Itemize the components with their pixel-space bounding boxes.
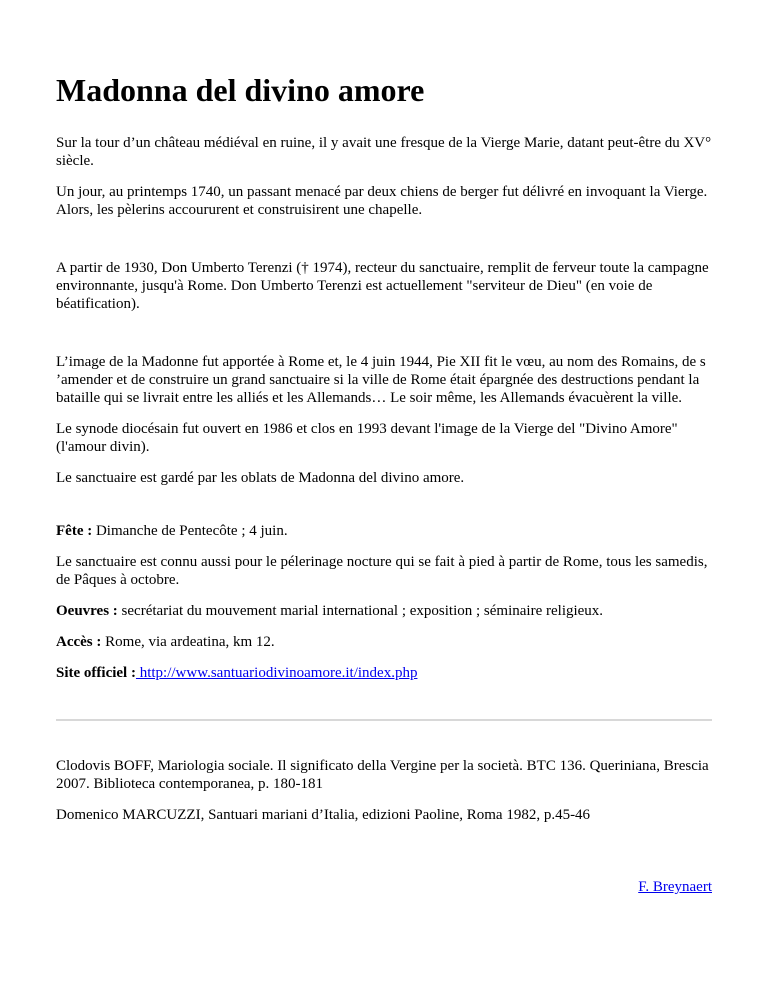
feast-label: Fête :	[56, 523, 93, 539]
paragraph-pilgrimage: Le sanctuaire est connu aussi pour le pélerinage nocture qui se fait à pied à partir de Rome, tous les samedis, de Pâques à octobre.	[56, 554, 708, 588]
official-site-label: Site officiel :	[56, 665, 136, 681]
author-link[interactable]: F. Breynaert	[638, 879, 712, 895]
reference-item: Domenico MARCUZZI, Santuari mariani d’Italia, edizioni Paoline, Roma 1982, p.45-46	[56, 807, 591, 823]
paragraph-oblates: Le sanctuaire est gardé par les oblats de Madonna del divino amore.	[56, 470, 465, 486]
reference-item: Clodovis BOFF, Mariologia sociale. Il significato della Vergine per la società. BTC 136. Queriniana, Brescia 2007. Biblioteca contemporanea, p. 180-181	[56, 758, 709, 792]
paragraph-vow: L’image de la Madonne fut apportée à Rome et, le 4 juin 1944, Pie XII fit le vœu, au nom des Romains, de s ’amender et de construire un grand sanctuaire si la ville de Rome était épargnée des destructions pendant la bataille qui se livrait entre les alliés et les Allemands… Le soir même, les Allemands évacuèrent la ville.	[56, 354, 706, 406]
works-value: secrétariat du mouvement marial international ; exposition ; séminaire religieux.	[117, 603, 604, 619]
author-signature	[56, 878, 712, 896]
paragraph-fresco: Sur la tour d’un château médiéval en ruine, il y avait une fresque de la Vierge Marie, datant peut-être du XV° siècle.	[56, 135, 712, 169]
feast-line	[56, 522, 712, 540]
access-label: Accès :	[56, 634, 102, 650]
access-line	[56, 633, 712, 651]
official-site-line	[56, 664, 712, 682]
access-value: Rome, via ardeatina, km 12.	[101, 634, 275, 650]
section-divider	[56, 719, 712, 721]
paragraph-terenzi: A partir de 1930, Don Umberto Terenzi († 1974), recteur du sanctuaire, remplit de ferveur toute la campagne environnante, jusqu'à Rome. Don Umberto Terenzi est actuellement "serviteur de Dieu" (en voie de béatification).	[56, 260, 709, 312]
paragraph-synod: Le synode diocésain fut ouvert en 1986 et clos en 1993 devant l'image de la Vierge del "Divino Amore" (l'amour divin).	[56, 421, 678, 455]
page-title: Madonna del divino amore	[56, 72, 425, 108]
official-site-link[interactable]: http://www.santuariodivinoamore.it/index.php	[135, 665, 418, 681]
feast-value: Dimanche de Pentecôte ; 4 juin.	[92, 523, 288, 539]
paragraph-miracle: Un jour, au printemps 1740, un passant menacé par deux chiens de berger fut délivré en invoquant la Vierge. Alors, les pèlerins accoururent et construisirent une chapelle.	[56, 184, 708, 218]
works-label: Oeuvres :	[56, 603, 118, 619]
works-line	[56, 602, 712, 620]
